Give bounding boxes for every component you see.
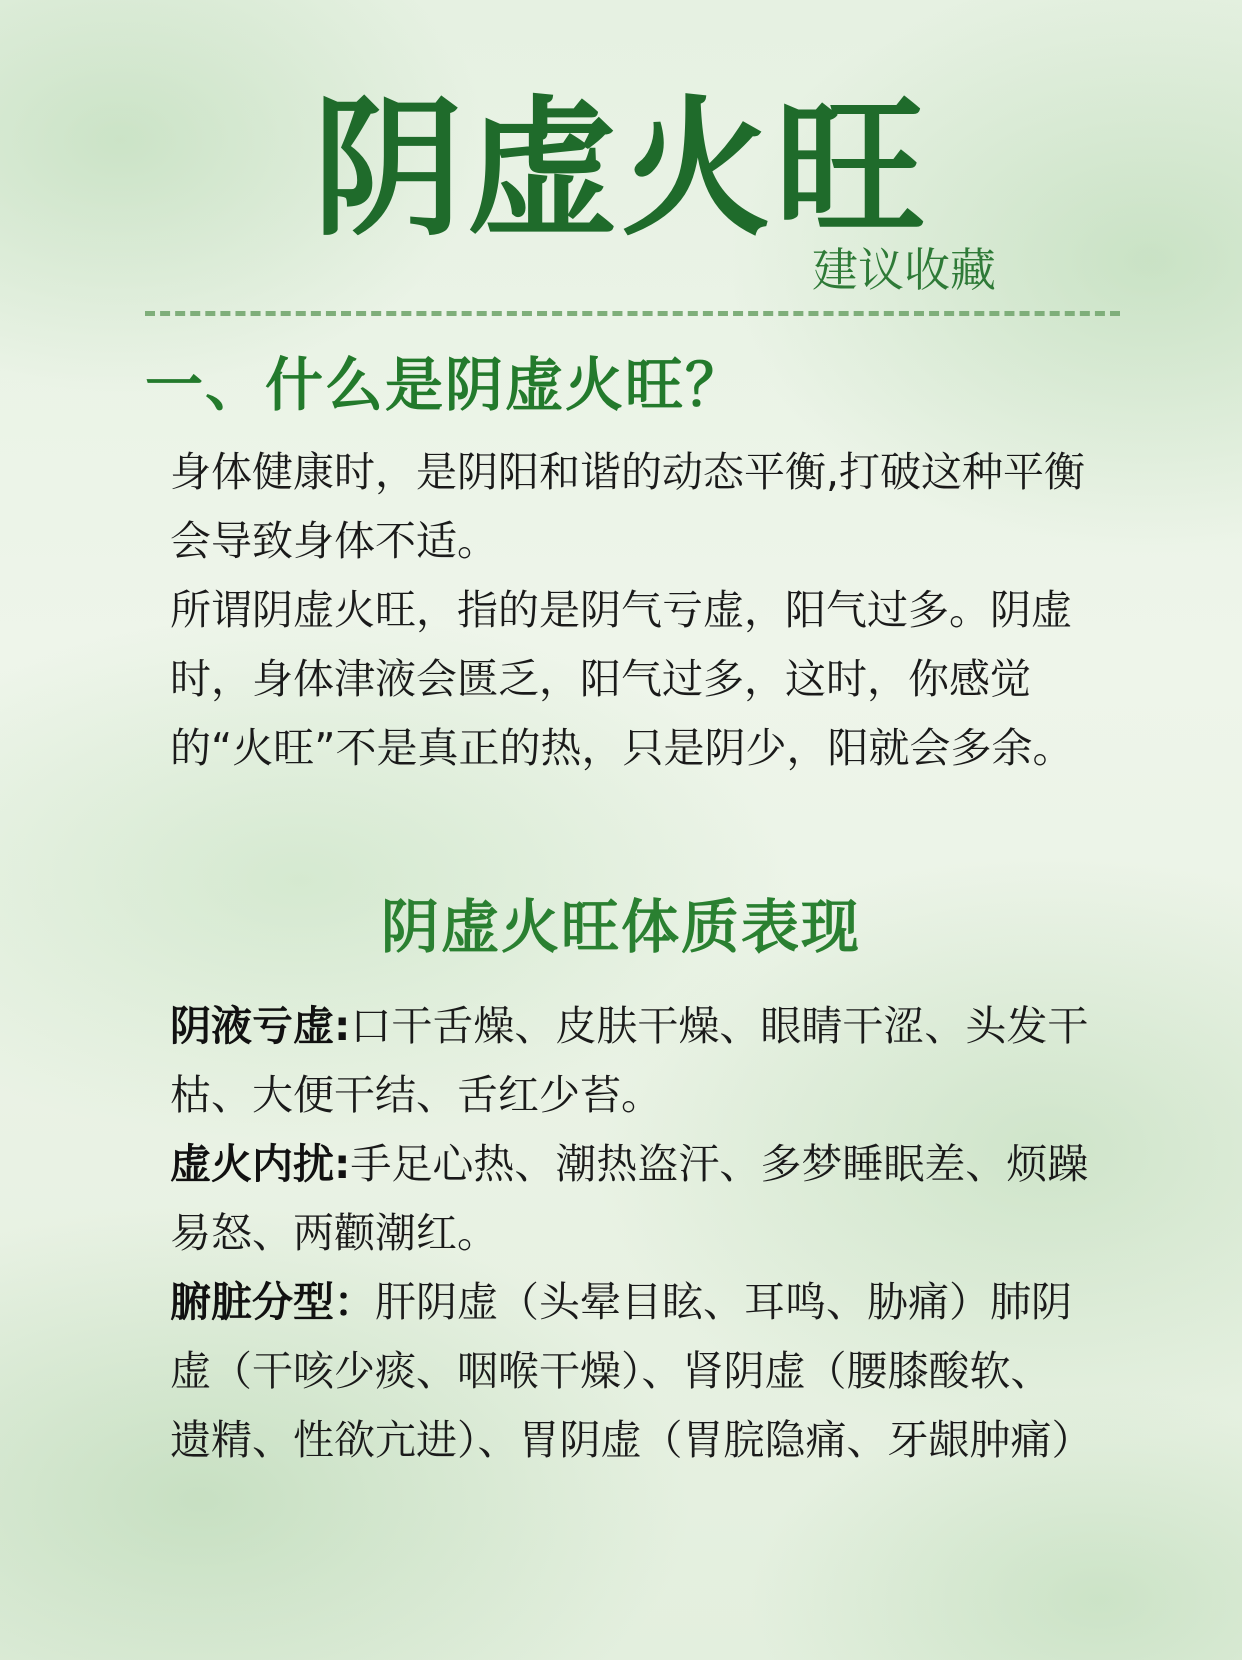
symptom-item	[170, 1130, 1090, 1268]
dashed-divider	[145, 311, 1120, 316]
symptom-text: 肝阴虚（头晕目眩、耳鸣、胁痛）肺阴虚（干咳少痰、咽喉干燥）、肾阴虚（腰膝酸软、遗精、性欲亢进）、胃阴虚（胃脘隐痛、牙龈肿痛）	[170, 1278, 1093, 1464]
intro-text	[170, 438, 1090, 783]
section-heading-what-is: 一、什么是阴虚火旺？	[145, 351, 746, 419]
symptom-label: 阴液亏虚:	[170, 1002, 351, 1050]
symptom-label: 腑脏分型：	[170, 1278, 375, 1326]
symptom-text: 口干舌燥、皮肤干燥、眼睛干涩、头发干枯、大便干结、舌红少苔。	[170, 1002, 1089, 1119]
symptom-list	[170, 992, 1093, 1475]
section-heading-symptoms: 阴虚火旺体质表现	[380, 893, 861, 961]
symptom-text: 手足心热、潮热盗汗、多梦睡眠差、烦躁易怒、两颧潮红。	[170, 1140, 1089, 1257]
intro-paragraph: 身体健康时，是阴阳和谐的动态平衡,打破这种平衡会导致身体不适。	[170, 448, 1086, 565]
page-title: 阴虚火旺	[312, 83, 929, 257]
symptom-label: 虚火内扰:	[170, 1140, 351, 1188]
intro-paragraph: 所谓阴虚火旺，指的是阴气亏虚，阳气过多。阴虚时，身体津液会匮乏，阳气过多，这时，你感觉的“火旺”不是真正的热，只是阴少，阳就会多余。	[170, 586, 1074, 772]
page-subtitle: 建议收藏	[812, 243, 996, 297]
symptom-item	[170, 1268, 1093, 1475]
symptom-item	[170, 992, 1090, 1130]
